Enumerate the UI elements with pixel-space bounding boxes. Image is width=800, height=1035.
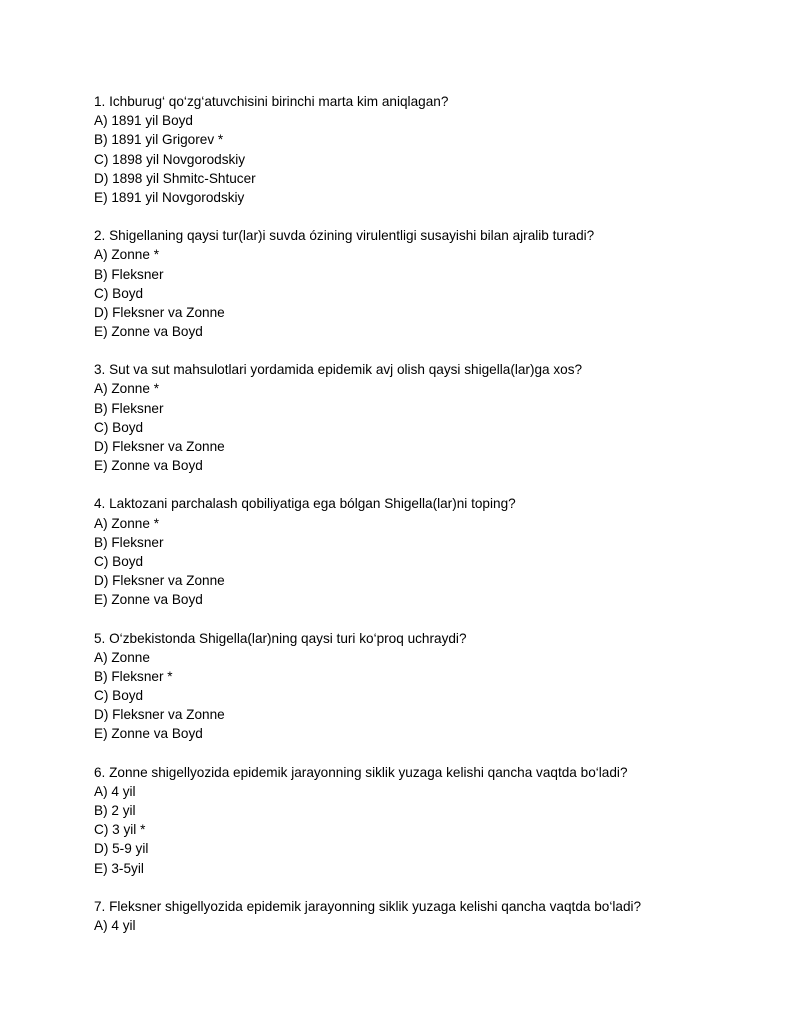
question-7 — [94, 897, 774, 935]
answer-option: E) Zonne va Boyd — [94, 324, 203, 340]
answer-option: A) 1891 yil Boyd — [94, 113, 193, 129]
answer-option: B) Fleksner — [94, 400, 164, 416]
answer-option: B) Fleksner — [94, 534, 164, 550]
answer-option: B) Fleksner — [94, 266, 164, 282]
answer-option: C) Boyd — [94, 688, 144, 704]
answer-option: D) Fleksner va Zonne — [94, 573, 225, 589]
question-4 — [94, 494, 774, 609]
answer-option: B) 1891 yil Grigorev * — [94, 132, 224, 148]
question-text: 4. Laktozani parchalash qobiliyatiga ega bólgan Shigella(lar)ni toping? — [94, 496, 516, 512]
question-1 — [94, 92, 774, 207]
answer-option: A) 4 yil — [94, 783, 136, 799]
question-text: 5. O‘zbekistonda Shigella(lar)ning qaysi turi ko‘proq uchraydi? — [94, 630, 467, 646]
question-text: 3. Sut va sut mahsulotlari yordamida epidemik avj olish qaysi shigella(lar)ga xos? — [94, 362, 583, 378]
answer-option: A) Zonne * — [94, 381, 159, 397]
question-text: 1. Ichburug‘ qo‘zg‘atuvchisini birinchi marta kim aniqlagan? — [94, 94, 449, 109]
answer-option: C) Boyd — [94, 553, 144, 569]
answer-option: D) Fleksner va Zonne — [94, 439, 225, 454]
question-text: 6. Zonne shigellyozida epidemik jarayonning siklik yuzaga kelishi qancha vaqtda bo‘ladi? — [94, 764, 628, 780]
answer-option: A) Zonne * — [94, 247, 159, 263]
answer-option: E) Zonne va Boyd — [94, 458, 203, 474]
answer-option: D) 1898 yil Shmitc-Shtucer — [94, 170, 256, 186]
question-3 — [94, 360, 774, 475]
answer-option: E) Zonne va Boyd — [94, 726, 203, 742]
question-text: 2. Shigellaning qaysi tur(lar)i suvda ózining virulentligi susayishi bilan ajralib turadi? — [94, 228, 595, 244]
answer-option: C) Boyd — [94, 285, 144, 301]
answer-option: D) Fleksner va Zonne — [94, 304, 225, 320]
answer-option: E) 1891 yil Novgorodskiy — [94, 189, 245, 205]
question-2 — [94, 226, 774, 341]
answer-option: E) 3-5yil — [94, 860, 144, 876]
answer-option: C) 3 yil * — [94, 822, 146, 838]
answer-option: D) 5-9 yil — [94, 841, 149, 857]
question-5 — [94, 629, 774, 744]
answer-option: C) Boyd — [94, 419, 144, 435]
answer-option: B) Fleksner * — [94, 668, 173, 684]
question-6 — [94, 763, 774, 878]
answer-option: A) Zonne — [94, 649, 150, 665]
answer-option: B) 2 yil — [94, 803, 136, 818]
answer-option: D) Fleksner va Zonne — [94, 707, 225, 723]
answer-option: C) 1898 yil Novgorodskiy — [94, 151, 246, 167]
answer-option: A) 4 yil — [94, 917, 136, 933]
answer-option: A) Zonne * — [94, 515, 159, 531]
question-text: 7. Fleksner shigellyozida epidemik jarayonning siklik yuzaga kelishi qancha vaqtda bo‘ladi? — [94, 898, 642, 914]
answer-option: E) Zonne va Boyd — [94, 592, 203, 608]
document-page — [94, 92, 774, 954]
